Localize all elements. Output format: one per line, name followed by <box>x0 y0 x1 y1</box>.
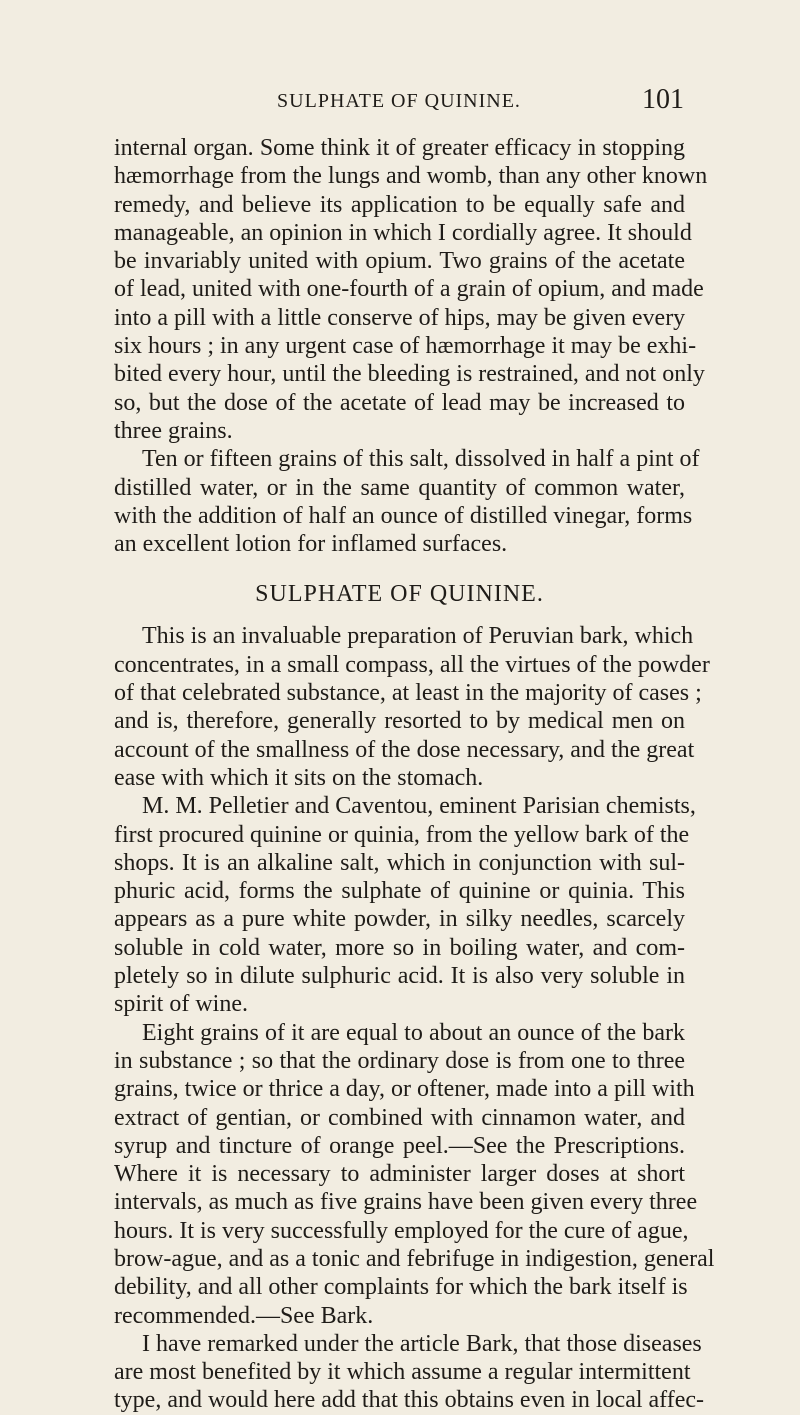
paragraph <box>114 445 700 558</box>
text-line: hours. It is very successfully employed for the cure of ague, <box>114 1217 689 1244</box>
text-line: M. M. Pelletier and Caventou, eminent Parisian chemists, <box>142 793 696 820</box>
paragraph <box>114 622 710 792</box>
text-line: manageable, an opinion in which I cordially agree. It should <box>114 219 692 246</box>
text-line: an excellent lotion for inflamed surfaces. <box>114 531 508 558</box>
text-line: remedy, and believe its application to be equally safe and <box>114 191 685 218</box>
text-line: account of the smallness of the dose necessary, and the great <box>114 736 695 763</box>
paragraph <box>114 1019 715 1330</box>
text-line: into a pill with a little conserve of hips, may be given every <box>114 304 686 331</box>
text-line: appears as a pure white powder, in silky needles, scarcely <box>114 906 685 933</box>
text-line: in substance ; so that the ordinary dose is from one to three <box>114 1047 685 1074</box>
text-line: of lead, united with one-fourth of a grain of opium, and made <box>114 276 704 303</box>
text-line: extract of gentian, or combined with cinnamon water, and <box>114 1104 685 1131</box>
running-title: SULPHATE OF QUININE. <box>277 90 521 112</box>
text-line: concentrates, in a small compass, all the virtues of the powder <box>114 651 710 678</box>
text-line: hæmorrhage from the lungs and womb, than any other known <box>114 163 708 190</box>
paragraph <box>114 1330 705 1415</box>
page-number: 101 <box>642 84 684 115</box>
text-line: with the addition of half an ounce of distilled vinegar, forms <box>114 502 693 529</box>
body-text <box>114 134 715 1415</box>
text-line: six hours ; in any urgent case of hæmorrhage it may be exhi- <box>114 333 697 360</box>
text-line: This is an invaluable preparation of Peruvian bark, which <box>142 623 694 650</box>
text-line: syrup and tincture of orange peel.—See the Prescriptions. <box>114 1132 685 1159</box>
text-line: internal organ. Some think it of greater efficacy in stopping <box>114 135 685 161</box>
text-line: of that celebrated substance, at least in the majority of cases ; <box>114 680 702 707</box>
text-line: pletely so in dilute sulphuric acid. It is also very soluble in <box>114 963 685 990</box>
text-line: first procured quinine or quinia, from the yellow bark of the <box>114 821 690 848</box>
paragraph <box>114 134 708 445</box>
text-line: phuric acid, forms the sulphate of quinine or quinia. This <box>114 878 685 905</box>
text-line: ease with which it sits on the stomach. <box>114 764 484 791</box>
text-line: recommended.—See Bark. <box>114 1302 374 1329</box>
running-head <box>114 84 684 120</box>
text-line: Where it is necessary to administer larger doses at short <box>114 1161 685 1188</box>
text-line: grains, twice or thrice a day, or oftener, made into a pill with <box>114 1076 695 1103</box>
text-line: so, but the dose of the acetate of lead may be increased to <box>114 389 685 416</box>
text-line: type, and would here add that this obtains even in local affec- <box>114 1387 705 1414</box>
text-line: three grains. <box>114 417 233 444</box>
text-line: intervals, as much as five grains have been given every three <box>114 1189 698 1216</box>
text-line: are most benefited by it which assume a regular intermittent <box>114 1359 691 1386</box>
text-line: debility, and all other complaints for which the bark itself is <box>114 1274 688 1301</box>
text-line: spirit of wine. <box>114 991 248 1018</box>
text-line: soluble in cold water, more so in boiling water, and com- <box>114 934 685 961</box>
text-line: distilled water, or in the same quantity of common water, <box>114 474 685 501</box>
text-line: and is, therefore, generally resorted to by medical men on <box>114 708 685 735</box>
text-line: bited every hour, until the bleeding is restrained, and not only <box>114 361 705 388</box>
text-line: I have remarked under the article Bark, that those diseases <box>142 1330 702 1357</box>
text-line: Ten or fifteen grains of this salt, dissolved in half a pint of <box>142 446 700 473</box>
text-line: be invariably united with opium. Two grains of the acetate <box>114 248 685 275</box>
text-line: shops. It is an alkaline salt, which in conjunction with sul- <box>114 849 685 876</box>
text-line: Eight grains of it are equal to about an ounce of the bark <box>142 1019 685 1046</box>
section-heading: SULPHATE OF QUININE. <box>255 581 544 608</box>
text-line: brow-ague, and as a tonic and febrifuge in indigestion, general <box>114 1245 715 1272</box>
paragraph <box>114 792 696 1018</box>
